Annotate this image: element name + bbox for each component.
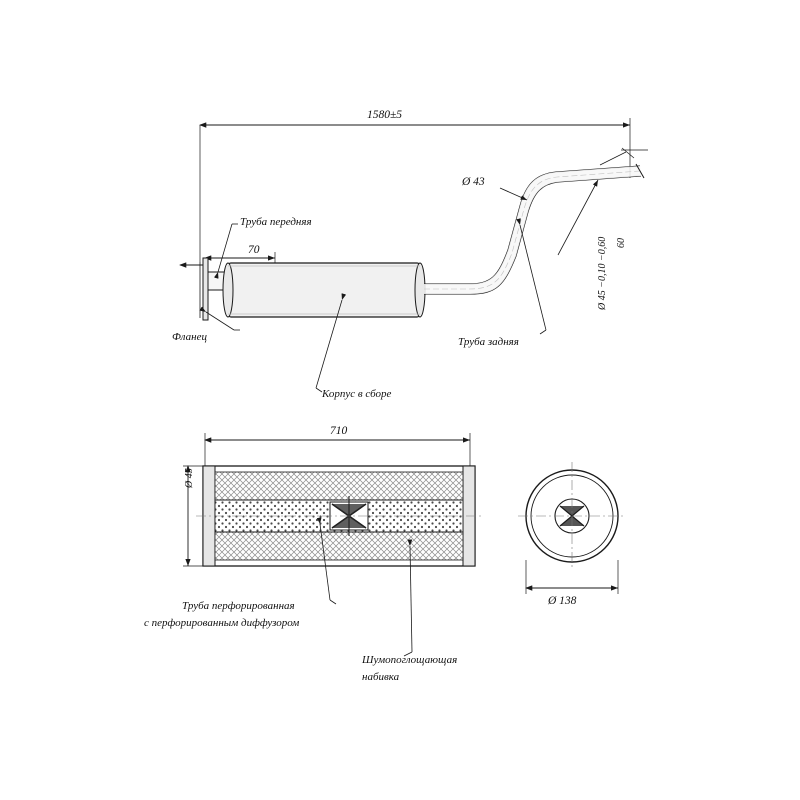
dimension-label-overall-length: 1580±5	[367, 109, 403, 121]
dimension-label-body-length: 710	[330, 425, 348, 437]
end-view-group	[518, 462, 626, 594]
label-sound-absorbing: Шумопоглощающая	[362, 654, 458, 666]
dimension-label-outer-diameter: Ø 138	[548, 595, 577, 607]
dimension-body-length	[205, 433, 470, 470]
dimension-label-tail-diameter: Ø 43	[462, 176, 485, 188]
label-flange: Фланец	[172, 331, 207, 343]
dimension-label-body-inner-diameter: Ø 45	[184, 468, 195, 488]
dimension-overall-length	[200, 118, 648, 262]
label-rear-pipe: Труба задняя	[458, 336, 519, 348]
leader-rear-pipe	[520, 225, 546, 334]
flange-part	[200, 258, 208, 320]
dimension-label-inlet-diameter: Ø 45 −0,10 −0,60	[597, 236, 608, 310]
rear-pipe-part	[424, 164, 644, 294]
dimension-label-flange-offset: 70	[248, 244, 260, 256]
label-body-assembly: Корпус в сборе	[322, 388, 392, 400]
label-perforated-pipe: Труба перфорированная	[182, 600, 295, 612]
body-assembly-part	[223, 263, 425, 317]
label-sound-absorbing-line2: набивка	[362, 671, 400, 683]
leader-tail-diameter	[500, 188, 527, 200]
dimension-label-inlet-depth: 60	[616, 238, 627, 248]
label-front-pipe: Труба передняя	[240, 216, 312, 228]
label-perforated-pipe-line2: с перфорированным диффузором	[144, 617, 300, 629]
